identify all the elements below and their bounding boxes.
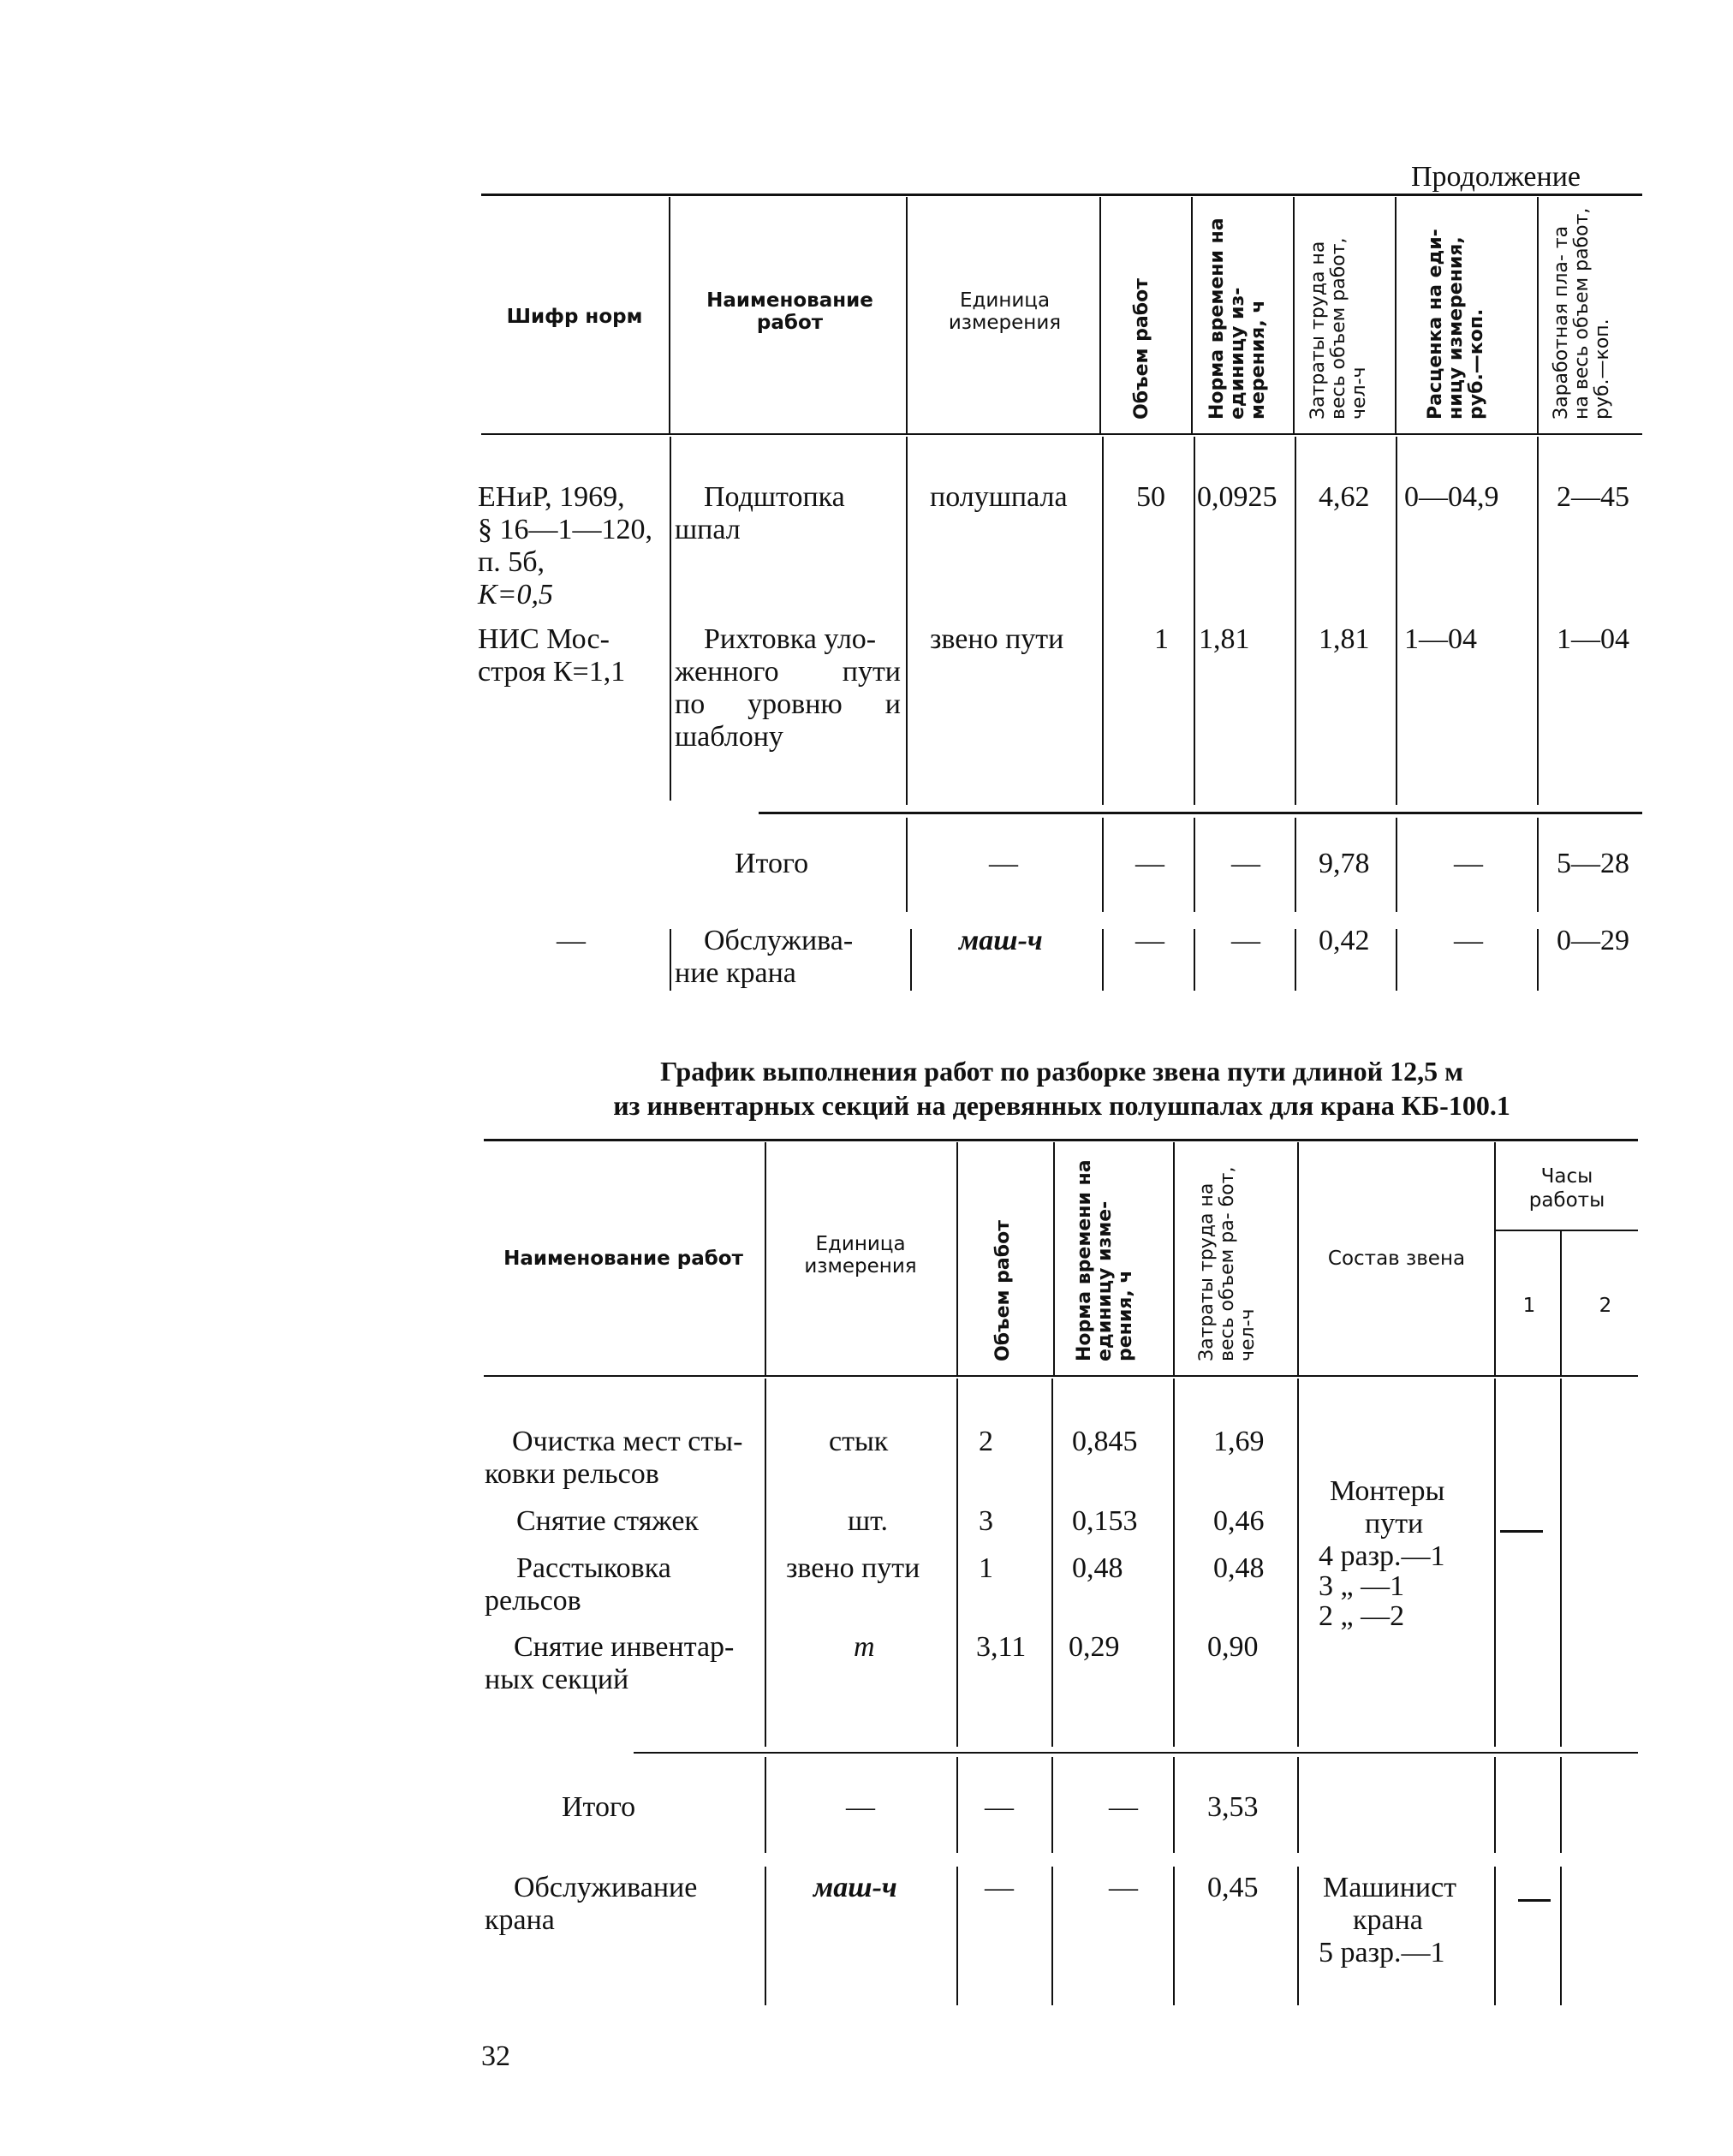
t2-total-norm: — bbox=[1109, 1791, 1138, 1823]
t1-r1-name-2: шпал bbox=[675, 514, 741, 545]
table1-top-rule bbox=[481, 194, 1642, 196]
t2-r3-name-2: рельсов bbox=[485, 1585, 581, 1617]
t2-r1-unit: стык bbox=[829, 1426, 889, 1457]
t2-crew-line-4: 3 „ —1 bbox=[1319, 1570, 1405, 1602]
t2-header-unit: Единица измерения bbox=[804, 1233, 917, 1278]
t1-service-code: — bbox=[557, 925, 586, 956]
t2-r3-unit: звено пути bbox=[786, 1552, 920, 1584]
t1-r1-labor: 4,62 bbox=[1319, 481, 1370, 513]
t1-r2-rate: 1—04 bbox=[1404, 623, 1477, 655]
t1-r1-name-1: Подштопка bbox=[704, 481, 845, 513]
t2-service-norm: — bbox=[1109, 1872, 1138, 1903]
t2-total-unit: — bbox=[846, 1791, 875, 1823]
t1-service-volume: — bbox=[1135, 925, 1164, 956]
t2-r4-volume: 3,11 bbox=[976, 1631, 1027, 1663]
t1-header-unit: Единица измерения bbox=[948, 289, 1062, 334]
t2-r4-norm: 0,29 bbox=[1069, 1631, 1120, 1663]
t2-total-labor: 3,53 bbox=[1207, 1791, 1259, 1823]
t1-total-norm: — bbox=[1231, 848, 1260, 879]
t2-service-name-1: Обслуживание bbox=[514, 1872, 698, 1903]
t2-header-name: Наименование работ bbox=[503, 1248, 743, 1270]
page-number: 32 bbox=[481, 2040, 510, 2072]
t1-service-unit: маш-ч bbox=[959, 925, 1043, 956]
t2-total-label: Итого bbox=[562, 1791, 636, 1823]
t1-service-name-1: Обслужива- bbox=[704, 925, 854, 956]
t2-r1-volume: 2 bbox=[979, 1426, 993, 1457]
t2-r1-name-1: Очистка мест сты- bbox=[512, 1426, 743, 1457]
t2-crew-line-2: пути bbox=[1365, 1508, 1424, 1540]
t2-hours-bar-1 bbox=[1500, 1530, 1543, 1533]
table1-total-rule bbox=[759, 812, 1642, 814]
t1-service-name-2: ние крана bbox=[675, 957, 796, 989]
t1-header-volume: Объем работ bbox=[1131, 278, 1152, 420]
table2-hours-rule bbox=[1494, 1230, 1638, 1231]
t1-r1-rate: 0—04,9 bbox=[1404, 481, 1499, 513]
t1-total-rate: — bbox=[1454, 848, 1483, 879]
t2-r3-norm: 0,48 bbox=[1072, 1552, 1123, 1584]
t2-r4-name-1: Снятие инвентар- bbox=[514, 1631, 735, 1663]
schedule-title-line-2: из инвентарных секций на деревянных полушпалах для крана КБ-100.1 bbox=[613, 1090, 1510, 1121]
t2-r4-labor: 0,90 bbox=[1207, 1631, 1259, 1663]
t1-r2-code-1: НИС Мос- bbox=[478, 623, 610, 655]
t2-header-labor: Затраты труда на весь объем ра- бот, чел-ч bbox=[1196, 1166, 1259, 1361]
t1-r2-name-3: по уровню и bbox=[675, 688, 901, 720]
t2-r2-name-1: Снятие стяжек bbox=[516, 1505, 699, 1537]
t2-service-name-2: крана bbox=[485, 1904, 555, 1936]
continuation-label: Продолжение bbox=[1411, 161, 1581, 193]
t2-header-norm: Норма времени на единицу изме- рения, ч bbox=[1074, 1159, 1136, 1361]
t1-header-name: Наименование работ bbox=[706, 289, 873, 334]
t2-hours-bar-2 bbox=[1518, 1899, 1551, 1902]
t1-r1-code-2: § 16—1—120, bbox=[478, 514, 652, 545]
t1-total-label: Итого bbox=[735, 848, 809, 879]
t1-r2-name-2: женного пути bbox=[675, 656, 901, 688]
t1-service-labor: 0,42 bbox=[1319, 925, 1370, 956]
t1-header-wage: Заработная пла- та на весь объем работ, руб.—коп. bbox=[1551, 207, 1613, 420]
t1-r1-norm: 0,0925 bbox=[1197, 481, 1277, 513]
t1-r1-code-4: К=0,5 bbox=[478, 579, 554, 610]
t2-header-hour-2: 2 bbox=[1599, 1295, 1612, 1317]
t1-total-volume: — bbox=[1135, 848, 1164, 879]
t1-total-wage: 5—28 bbox=[1557, 848, 1629, 879]
t1-header-norm: Норма времени на единицу из- мерения, ч bbox=[1206, 217, 1269, 420]
t2-header-hour-1: 1 bbox=[1522, 1295, 1536, 1317]
t2-crew-line-3: 4 разр.—1 bbox=[1319, 1540, 1445, 1572]
t2-r1-labor: 1,69 bbox=[1213, 1426, 1265, 1457]
t2-service-crew-1: Машинист bbox=[1323, 1872, 1457, 1903]
t2-r4-name-2: ных секций bbox=[485, 1664, 629, 1695]
t1-service-wage: 0—29 bbox=[1557, 925, 1629, 956]
table2-top-rule bbox=[484, 1139, 1638, 1141]
t1-r2-code-2: строя К=1,1 bbox=[478, 656, 626, 688]
t1-r2-volume: 1 bbox=[1154, 623, 1169, 655]
t1-r2-wage: 1—04 bbox=[1557, 623, 1629, 655]
schedule-title-line-1: График выполнения работ по разборке звена пути длиной 12,5 м bbox=[660, 1056, 1463, 1087]
t1-total-labor: 9,78 bbox=[1319, 848, 1370, 879]
t2-service-labor: 0,45 bbox=[1207, 1872, 1259, 1903]
t1-header-rate: Расценка на еди- ницу измерения, руб.—коп. bbox=[1425, 229, 1487, 420]
t1-r1-code-3: п. 5б, bbox=[478, 546, 545, 578]
table2-total-rule bbox=[634, 1752, 1638, 1754]
table2-header-rule bbox=[484, 1375, 1638, 1377]
t2-r2-labor: 0,46 bbox=[1213, 1505, 1265, 1537]
t2-r3-name-1: Расстыковка bbox=[516, 1552, 671, 1584]
t2-r2-volume: 3 bbox=[979, 1505, 993, 1537]
t2-r4-unit: т bbox=[854, 1631, 875, 1663]
t1-r2-labor: 1,81 bbox=[1319, 623, 1370, 655]
t2-crew-line-5: 2 „ —2 bbox=[1319, 1600, 1405, 1632]
t1-r1-unit: полушпала bbox=[930, 481, 1068, 513]
t2-r1-norm: 0,845 bbox=[1072, 1426, 1138, 1457]
t2-r2-norm: 0,153 bbox=[1072, 1505, 1138, 1537]
t1-header-code: Шифр норм bbox=[506, 306, 643, 328]
t1-r2-name-4: шаблону bbox=[675, 721, 783, 753]
t1-total-unit: — bbox=[989, 848, 1018, 879]
t2-service-unit: маш-ч bbox=[813, 1872, 897, 1903]
t2-r3-volume: 1 bbox=[979, 1552, 993, 1584]
t2-crew-line-1: Монтеры bbox=[1330, 1475, 1445, 1507]
t2-header-volume: Объем работ bbox=[992, 1220, 1014, 1361]
t2-header-hours: Часы работы bbox=[1528, 1165, 1605, 1212]
t1-r1-volume: 50 bbox=[1136, 481, 1165, 513]
t1-r2-norm: 1,81 bbox=[1199, 623, 1250, 655]
t1-r1-code-1: ЕНиР, 1969, bbox=[478, 481, 625, 513]
t2-total-volume: — bbox=[985, 1791, 1014, 1823]
t2-r1-name-2: ковки рельсов bbox=[485, 1458, 659, 1490]
t1-service-rate: — bbox=[1454, 925, 1483, 956]
t1-r2-name-1: Рихтовка уло- bbox=[704, 623, 877, 655]
table1-header-rule bbox=[481, 433, 1642, 435]
t2-service-crew-3: 5 разр.—1 bbox=[1319, 1937, 1445, 1968]
t1-r1-wage: 2—45 bbox=[1557, 481, 1629, 513]
t2-header-crew: Состав звена bbox=[1327, 1248, 1466, 1270]
t1-r2-unit: звено пути bbox=[930, 623, 1064, 655]
t2-r2-unit: шт. bbox=[848, 1505, 888, 1537]
t2-service-volume: — bbox=[985, 1872, 1014, 1903]
t1-header-labor: Затраты труда на весь объем работ, чел-ч bbox=[1307, 237, 1370, 420]
t2-r3-labor: 0,48 bbox=[1213, 1552, 1265, 1584]
t1-service-norm: — bbox=[1231, 925, 1260, 956]
t2-service-crew-2: крана bbox=[1353, 1904, 1423, 1936]
